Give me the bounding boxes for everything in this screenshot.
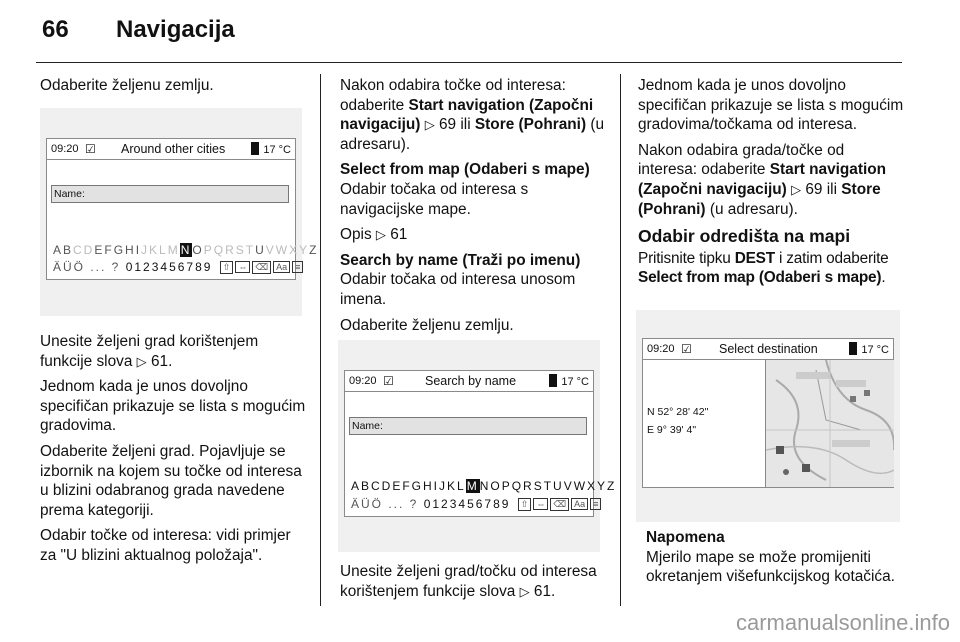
paragraph: Odabir točke od interesa: vidi primjer za "U blizini aktualnog položaja". [40, 527, 291, 564]
screen-title: Search by name [425, 374, 517, 388]
map-icon [766, 360, 894, 487]
delete-icon: ⌫ [252, 261, 271, 274]
column-2 [340, 76, 606, 341]
list-icon: ≡ [292, 261, 303, 273]
delete-icon: ⌫ [550, 498, 569, 511]
screen-select-destination [636, 310, 900, 522]
paragraph: Odaberite željenu zemlju. [40, 77, 214, 94]
reference-arrow-icon: ▷ [136, 353, 147, 369]
column-3 [638, 76, 906, 294]
section-heading: Odabir odredišta na mapi [638, 226, 851, 247]
name-field: Name: [51, 185, 289, 203]
note-text: Mjerilo mape se može promijeniti okretanjem višefunkcijskog kotačića. [646, 548, 895, 586]
paragraph: Jednom kada je unos dovoljno specifičan prikazuje se lista s mogućim gradovima/točkama od interesa. [638, 77, 904, 134]
note-title: Napomena [646, 529, 725, 546]
arrow-up-icon: ⇧ [518, 498, 532, 511]
paragraph: Nakon odabira grada/točke od interesa: odaberite Start navigation (Započni navigaciju) ▷ 69 ili Store (Pohrani) (u adresaru). [638, 141, 887, 218]
paragraph: Nakon odabira točke od interesa: odaberite Start navigation (Započni navigaciju) ▷ 69 ili Store (Pohrani) (u adresaru). [340, 77, 605, 153]
longitude: E 9° 39' 4" [647, 424, 697, 436]
screen-around-other-cities [40, 108, 319, 316]
reference-arrow-icon: ▷ [375, 227, 386, 243]
paragraph: Odaberite željeni grad. Pojavljuje se izbornik na kojem su točke od interesa u blizini odabranog grada navedene prema kategoriji. [40, 442, 302, 519]
column-2-lower [340, 562, 606, 607]
keyboard-row-digits: ÄÜÖ ... ? 0123456789 ⇧ ⇔ ⌫ Aa ≡ [53, 260, 303, 274]
paragraph: Odaberite željenu zemlju. [340, 316, 514, 334]
reference-arrow-icon: ▷ [791, 181, 802, 197]
header-rule [36, 62, 902, 63]
paragraph: Search by name (Traži po imenu) Odabir točaka od interesa unosom imena. [340, 251, 581, 308]
screen-title: Select destination [719, 342, 818, 356]
temperature: 17 °C [251, 142, 291, 156]
column-1-lower [40, 332, 308, 572]
paragraph: Unesite željeni grad korištenjem funkcije slova ▷ 61. [40, 333, 259, 370]
column-divider-2 [620, 74, 621, 606]
clock: 09:20 [51, 143, 79, 155]
case-toggle: Aa [571, 498, 588, 510]
watermark: carmanualsonline.info [735, 610, 950, 635]
clock: 09:20 [349, 375, 377, 387]
paragraph: Opis ▷ 61 [340, 226, 408, 244]
thermometer-icon [549, 374, 557, 387]
paragraph: Select from map (Odaberi s mape) Odabir točaka od interesa s navigacijske mape. [340, 161, 590, 218]
column-1 [40, 76, 308, 102]
map-view [765, 360, 894, 487]
page-title: Navigacija [116, 16, 235, 43]
page-number: 66 [42, 16, 69, 43]
keyboard-row-letters: ABCDEFGHIJKLMNOPQRSTUVWXYZ [53, 243, 319, 257]
paragraph: Unesite željeni grad/točku od interesa korištenjem funkcije slova ▷ 61. [340, 563, 597, 600]
paragraph: Pritisnite tipku DEST i zatim odaberite Select from map (Odaberi s mape). [638, 249, 889, 287]
reference-arrow-icon: ▷ [424, 117, 435, 133]
checkmark-icon: ☑ [383, 374, 394, 388]
screen-search-by-name [338, 340, 617, 552]
keyboard-row-digits: ÄÜÖ ... ? 0123456789 ⇧ ⇔ ⌫ Aa ≡ [351, 497, 601, 511]
screen-title: Around other cities [121, 142, 226, 156]
keyboard-row-letters: ABCDEFGHIJKLMNOPQRSTUVWXYZ [351, 479, 617, 493]
clock: 09:20 [647, 343, 675, 355]
temperature: 17 °C [849, 342, 889, 356]
thermometer-icon [849, 342, 857, 355]
arrows-icon: ⇔ [533, 498, 548, 510]
note-box [646, 528, 904, 593]
arrows-icon: ⇔ [235, 261, 250, 273]
checkmark-icon: ☑ [85, 142, 96, 156]
reference-arrow-icon: ▷ [519, 583, 530, 599]
arrow-up-icon: ⇧ [220, 261, 234, 274]
checkmark-icon: ☑ [681, 342, 692, 356]
paragraph: Jednom kada je unos dovoljno specifičan prikazuje se lista s mogućim gradovima. [40, 378, 306, 435]
temperature: 17 °C [549, 374, 589, 388]
thermometer-icon [251, 142, 259, 155]
list-icon: ≡ [590, 498, 601, 510]
latitude: N 52° 28' 42" [647, 406, 709, 418]
case-toggle: Aa [273, 261, 290, 273]
name-field: Name: [349, 417, 587, 435]
column-divider-1 [320, 74, 321, 606]
